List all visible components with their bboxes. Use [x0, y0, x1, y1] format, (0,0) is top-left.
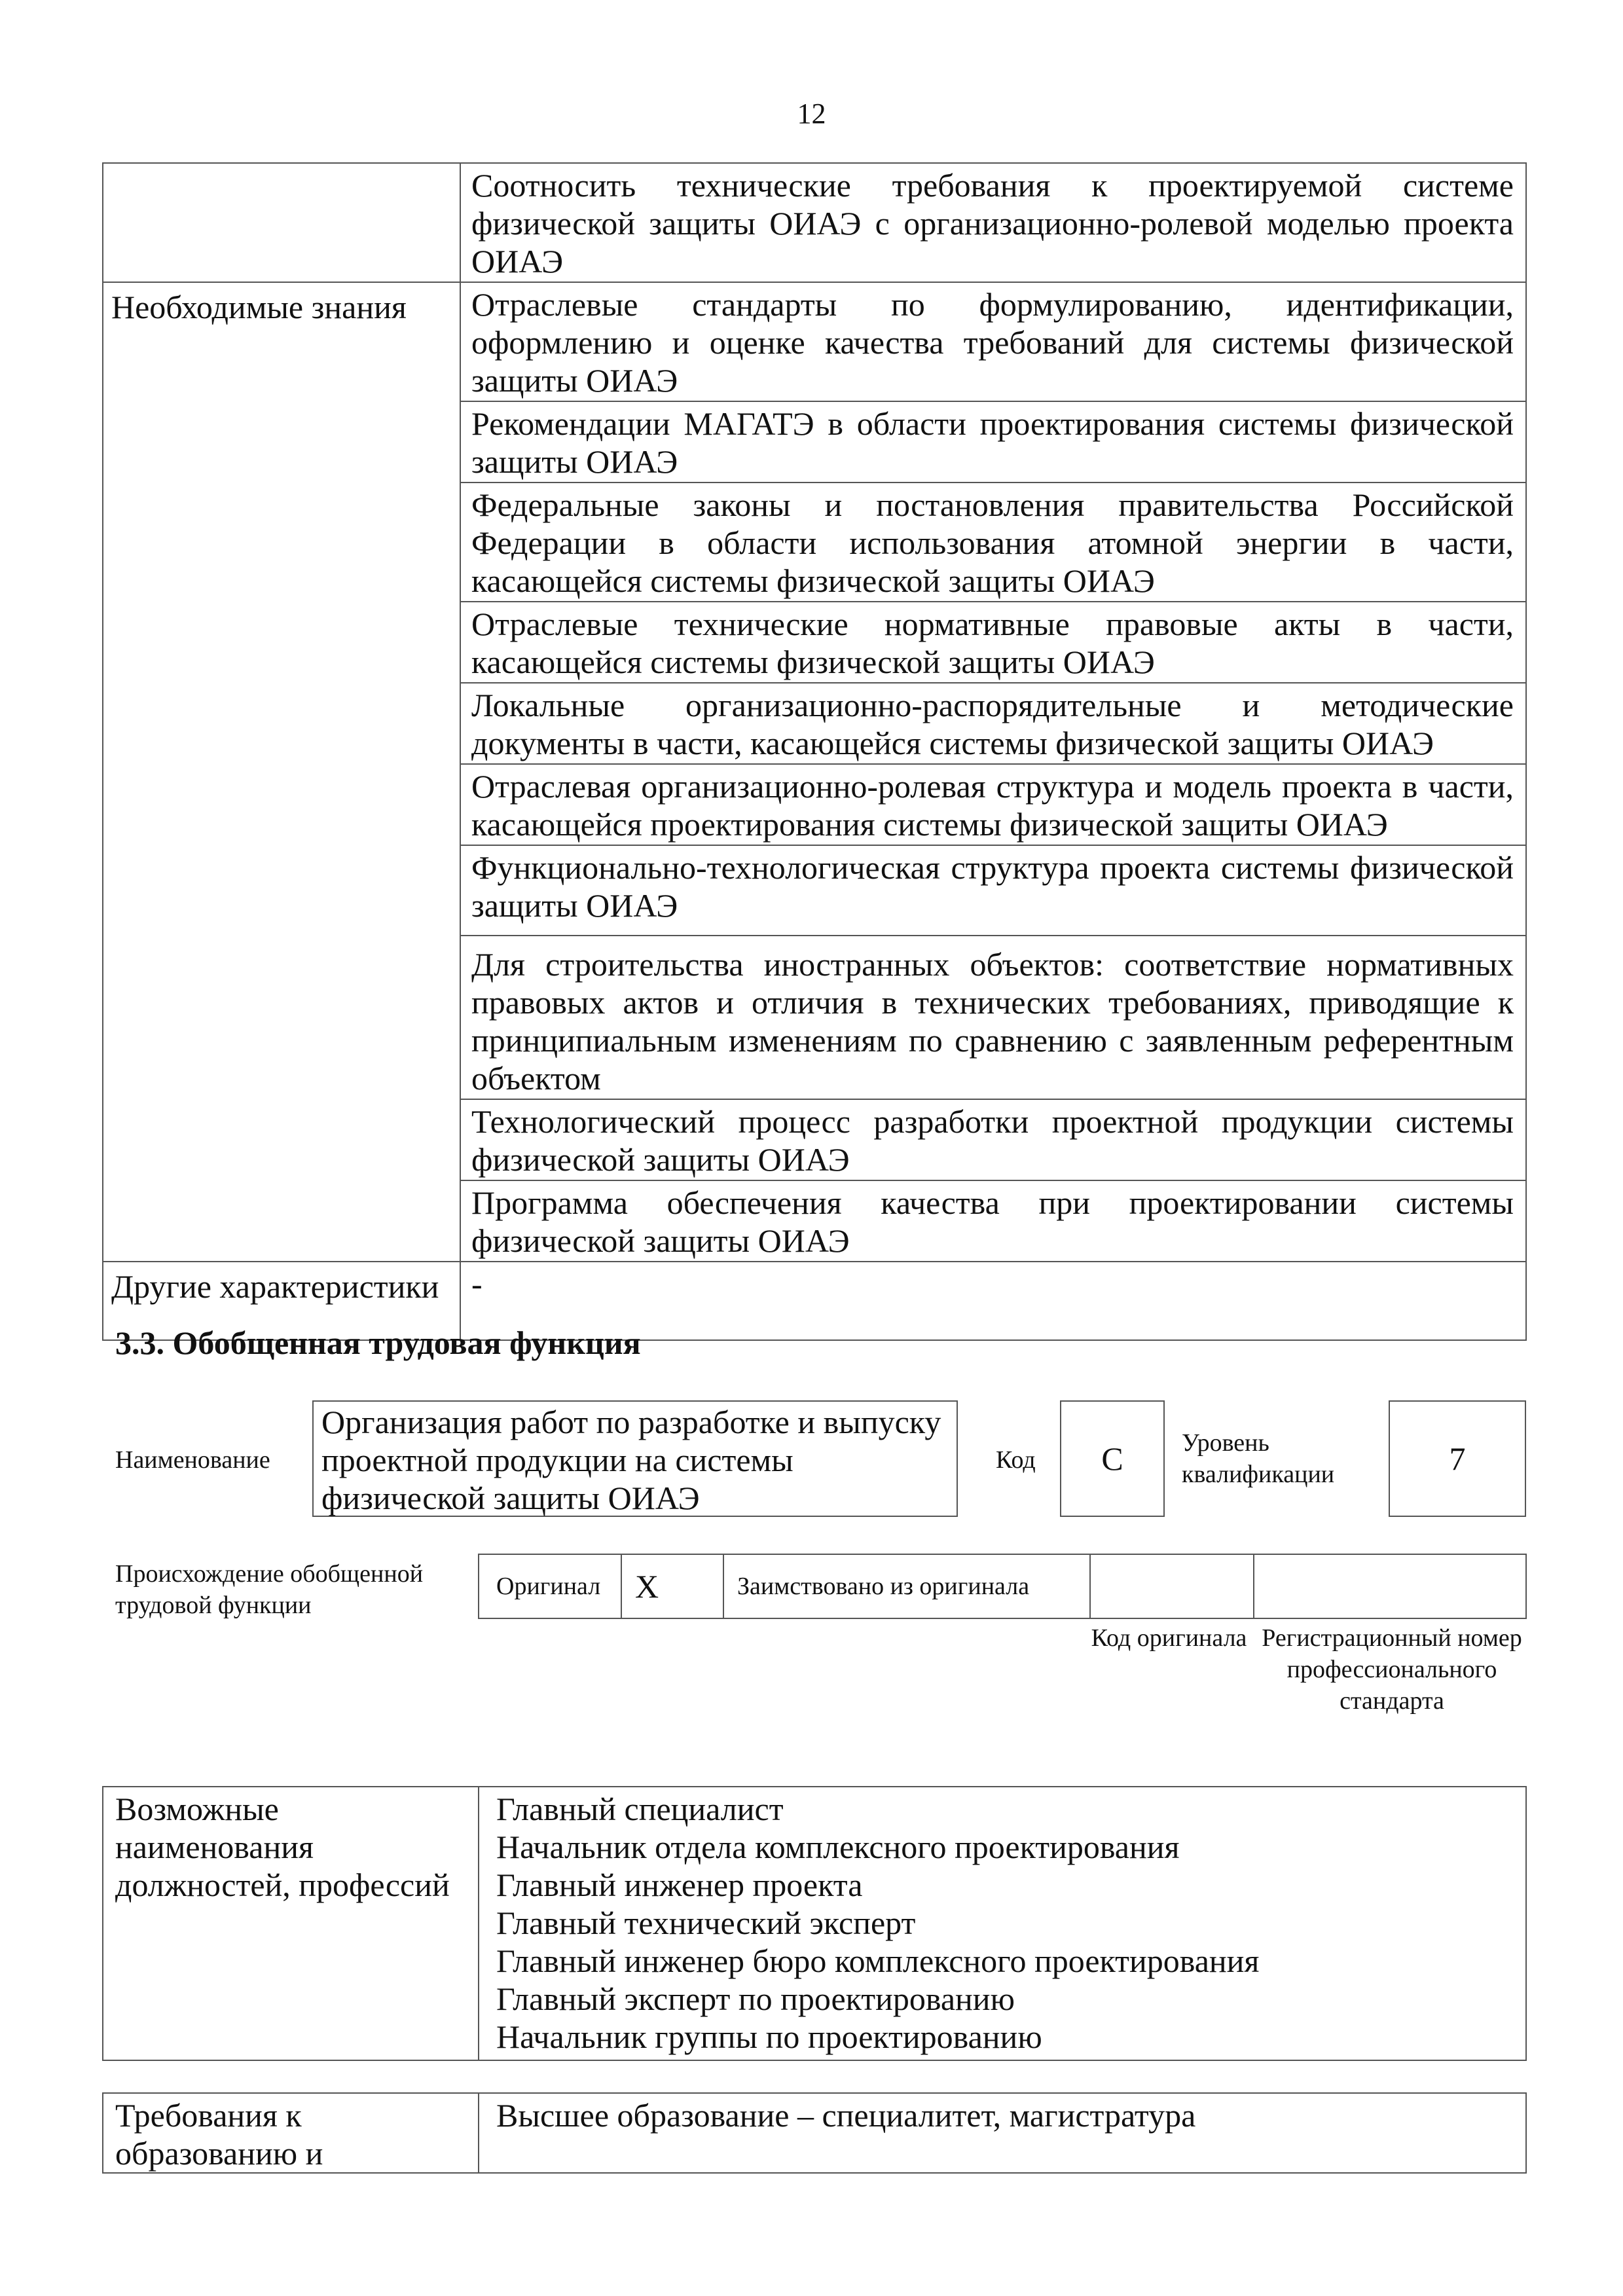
skill-item: Соотносить технические требования к проектируемой системе физической защиты ОИАЭ с организационно-ролевой моделью проекта ОИАЭ [460, 163, 1526, 282]
list-item: Главный специалист [496, 1791, 784, 1827]
origin-table [478, 1554, 1527, 1619]
qualification-level-label: Уровень квалификации [1182, 1429, 1335, 1488]
name-label: Наименование [115, 1446, 270, 1474]
function-name-box: Организация работ по разработке и выпуску проектной продукции на системы физической защиты ОИАЭ [312, 1400, 958, 1517]
list-item: Главный инженер проекта [496, 1867, 863, 1903]
registration-number-caption: Регистрационный номер профессионального стандарта [1262, 1624, 1522, 1715]
page-number: 12 [797, 98, 826, 130]
row-label-other: Другие характеристики [103, 1262, 460, 1340]
positions-label: Возможные наименования должностей, профессий [103, 1787, 479, 2060]
knowledge-item: Программа обеспечения качества при проектировании системы физической защиты ОИАЭ [460, 1180, 1526, 1262]
knowledge-item: Отраслевые стандарты по формулированию, идентификации, оформлению и оценке качества требований для системы физической защиты ОИАЭ [460, 282, 1526, 401]
original-code-caption: Код оригинала [1091, 1624, 1247, 1652]
knowledge-item: Технологический процесс разработки проектной продукции системы физической защиты ОИАЭ [460, 1099, 1526, 1180]
knowledge-item: Отраслевые технические нормативные правовые акты в части, касающейся системы физической защиты ОИАЭ [460, 602, 1526, 683]
section-title: 3.3. Обобщенная трудовая функция [115, 1324, 641, 1361]
original-code-cell [1090, 1554, 1254, 1618]
row-label-knowledge: Необходимые знания [103, 282, 460, 1262]
table-row [103, 1787, 1526, 2060]
original-mark: X [621, 1554, 723, 1618]
positions-table [102, 1786, 1527, 2061]
qualification-level-box: 7 [1389, 1400, 1526, 1517]
list-item: Начальник отдела комплексного проектирования [496, 1829, 1180, 1865]
knowledge-table [102, 162, 1527, 1341]
positions-list [479, 1787, 1526, 2060]
origin-label: Происхождение обобщенной трудовой функции [115, 1560, 424, 1619]
knowledge-item: Федеральные законы и постановления правительства Российской Федерации в области использования атомной энергии в части, касающейся системы физической защиты ОИАЭ [460, 483, 1526, 602]
list-item: Начальник группы по проектированию [496, 2018, 1042, 2055]
education-table [102, 2092, 1527, 2174]
list-item: Главный эксперт по проектированию [496, 1980, 1015, 2017]
knowledge-item: Рекомендации МАГАТЭ в области проектирования системы физической защиты ОИАЭ [460, 401, 1526, 483]
registration-number-cell [1254, 1554, 1526, 1618]
knowledge-item: Отраслевая организационно-ролевая структура и модель проекта в части, касающейся проектирования системы физической защиты ОИАЭ [460, 764, 1526, 845]
original-label: Оригинал [479, 1554, 621, 1618]
knowledge-item: Локальные организационно-распорядительные и методические документы в части, касающейся системы физической защиты ОИАЭ [460, 683, 1526, 764]
knowledge-item: Функционально-технологическая структура проекта системы физической защиты ОИАЭ [460, 845, 1526, 936]
table-row [103, 163, 1526, 282]
code-label: Код [996, 1446, 1036, 1474]
education-label: Требования к образованию и [103, 2093, 479, 2173]
code-box: C [1060, 1400, 1165, 1517]
education-value: Высшее образование – специалитет, магистратура [479, 2093, 1526, 2173]
row-label [103, 163, 460, 282]
table-row [479, 1554, 1526, 1618]
table-row [103, 2093, 1526, 2173]
borrowed-label: Заимствовано из оригинала [723, 1554, 1090, 1618]
list-item: Главный технический эксперт [496, 1904, 916, 1941]
other-value: - [460, 1262, 1526, 1340]
list-item: Главный инженер бюро комплексного проектирования [496, 1942, 1260, 1979]
knowledge-item: Для строительства иностранных объектов: соответствие нормативных правовых актов и отличия в технических требованиях, приводящие к принципиальным изменениям по сравнению с заявленным референтным объектом [460, 936, 1526, 1099]
table-row [103, 282, 1526, 401]
